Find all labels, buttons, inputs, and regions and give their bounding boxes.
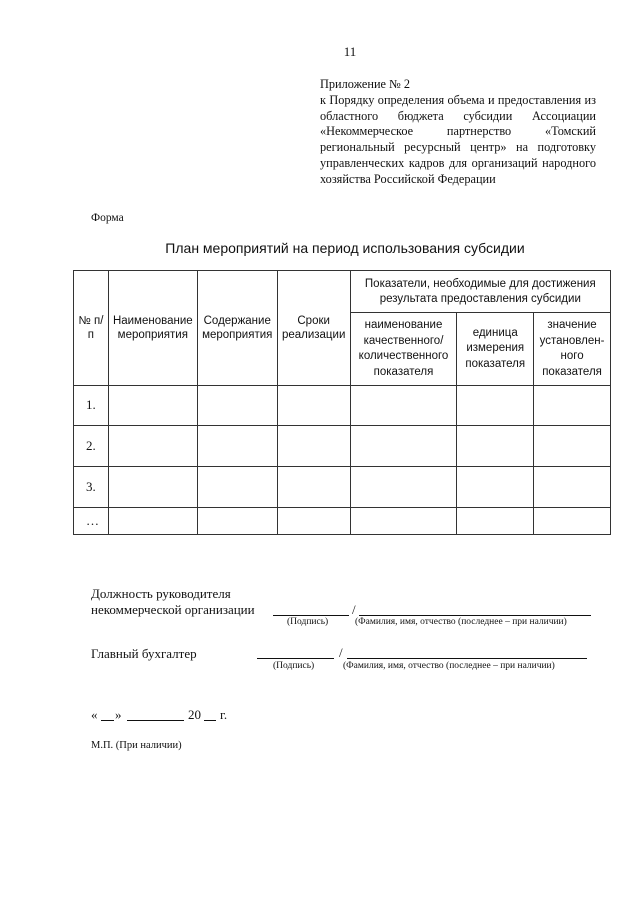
cell-unit[interactable] (457, 467, 534, 508)
cell-name[interactable] (108, 508, 197, 535)
page-number: 11 (343, 44, 357, 59)
head-position-line2: некоммерческой организации (91, 602, 255, 617)
cell-content[interactable] (197, 386, 277, 426)
cell-indicator-name[interactable] (350, 386, 457, 426)
cell-indicator-name[interactable] (350, 426, 457, 467)
accountant-signature-line[interactable] (257, 646, 334, 659)
header-indicators: Показатели, необходимые для достижения результата предоставления субсидии (350, 271, 610, 313)
date-month-line[interactable] (127, 708, 184, 721)
date-day-line[interactable] (101, 708, 114, 721)
head-signature-caption: (Подпись) (287, 617, 329, 627)
accountant-name-caption: (Фамилия, имя, отчество (последнее – при наличии) (343, 661, 555, 671)
accountant-name-line[interactable] (347, 646, 587, 659)
header-deadline: Сроки реализации (277, 271, 350, 386)
cell-name[interactable] (108, 386, 197, 426)
table-row (74, 386, 611, 426)
cell-content[interactable] (197, 508, 277, 535)
date-year-suffix: г. (220, 707, 228, 722)
accountant-signature-caption: (Подпись) (273, 661, 315, 671)
date-year-line[interactable] (204, 708, 216, 721)
cell-value[interactable] (534, 426, 611, 467)
cell-unit[interactable] (457, 426, 534, 467)
stamp-note: М.П. (При наличии) (91, 740, 182, 751)
cell-value[interactable] (534, 508, 611, 535)
head-position-line1: Должность руководителя (91, 586, 231, 601)
header-name: Наименование мероприятия (108, 271, 197, 386)
row-number: … (74, 508, 109, 535)
cell-value[interactable] (534, 467, 611, 508)
table-row (74, 467, 611, 508)
header-unit: единица измерения показателя (457, 313, 534, 386)
cell-deadline[interactable] (277, 508, 350, 535)
head-signature-line[interactable] (273, 603, 349, 616)
appendix-block (320, 77, 596, 188)
cell-deadline[interactable] (277, 467, 350, 508)
appendix-text: к Порядку определения объема и предоставления из областного бюджета субсидии Ассоциации «Некоммерческое партнерство «Томский региональный ресурсный центр» на подготовку управленческих кадров для организаций народного хозяйства Российской Федерации (320, 92, 596, 186)
date-open-quote: « (91, 707, 98, 722)
cell-deadline[interactable] (277, 386, 350, 426)
row-number: 3. (74, 467, 109, 508)
row-number: 2. (74, 426, 109, 467)
cell-indicator-name[interactable] (350, 508, 457, 535)
form-label: Форма (91, 212, 124, 224)
head-name-line[interactable] (359, 603, 591, 616)
header-value: значение установлен-ного показателя (534, 313, 611, 386)
header-content: Содержание мероприятия (197, 271, 277, 386)
table-row (74, 508, 611, 535)
header-number: № п/п (74, 271, 109, 386)
header-indicator-name: наименование качественного/ количественного показателя (350, 313, 457, 386)
cell-content[interactable] (197, 467, 277, 508)
table-row (74, 426, 611, 467)
cell-deadline[interactable] (277, 426, 350, 467)
row-number: 1. (74, 386, 109, 426)
cell-name[interactable] (108, 426, 197, 467)
cell-value[interactable] (534, 386, 611, 426)
appendix-title: Приложение № 2 (320, 77, 411, 91)
cell-indicator-name[interactable] (350, 467, 457, 508)
plan-table (73, 270, 611, 535)
accountant-slash: / (339, 645, 343, 660)
head-slash: / (352, 602, 356, 617)
cell-unit[interactable] (457, 386, 534, 426)
date-close-quote: » (115, 707, 122, 722)
cell-name[interactable] (108, 467, 197, 508)
cell-content[interactable] (197, 426, 277, 467)
head-name-caption: (Фамилия, имя, отчество (последнее – при наличии) (355, 617, 567, 627)
accountant-label: Главный бухгалтер (91, 646, 197, 661)
date-year-prefix: 20 (188, 707, 201, 722)
table-title: План мероприятий на период использования субсидии (165, 240, 525, 256)
cell-unit[interactable] (457, 508, 534, 535)
